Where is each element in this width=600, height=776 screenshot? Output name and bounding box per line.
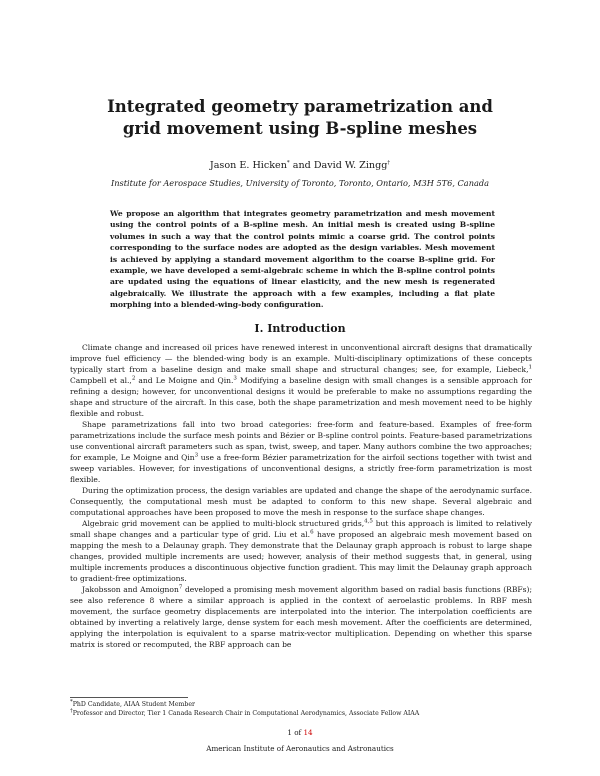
- page-number-label: 1 of: [287, 728, 304, 737]
- footnote-text: PhD Candidate, AIAA Student Member: [72, 701, 195, 708]
- paragraph: During the optimization process, the design variables are updated and change the shape of the aerodynamic surface. Consequently, the computational mesh must be adapted to conform to this new shape. Several algebraic and computational approaches have been proposed to move the mesh in response to the surface shape changes.: [70, 486, 532, 517]
- author-name: Jason E. Hicken: [209, 160, 287, 171]
- text-run: but this approach is limited to relatively small shape changes and a particular type of grid. Liu et al.: [70, 519, 532, 539]
- journal-footer: American Institute of Aeronautics and Astronautics: [206, 744, 394, 753]
- footnote-text: Professor and Director, Tier 1 Canada Research Chair in Computational Aerodynamics, Associate Fellow AIAA: [72, 710, 420, 717]
- citation: 3: [233, 375, 237, 382]
- citation: 4,5: [364, 518, 373, 525]
- paper-title: [60, 96, 540, 140]
- footnote-mark: *: [70, 698, 73, 705]
- title-line-2: grid movement using B-spline meshes: [122, 119, 478, 138]
- text-run: have proposed an algebraic mesh movement based on mapping the mesh to a Delaunay graph. They demonstrate that the Delaunay graph approach is robust to large shape changes, provided multiple increments are used; however, analysis of their method suggests that, in general, using multiple increments produces a discontinuous objective function gradient. This may limit the Delaunay graph approach to gradient-free optimizations.: [70, 530, 532, 583]
- footnote-mark: †: [387, 159, 391, 166]
- citation: 6: [310, 529, 314, 536]
- author-separator: and: [289, 160, 314, 171]
- text-run: Modifying a baseline design with small changes is a sensible approach for refining a design; however, for unconventional designs it would be preferable to make no assumptions regarding the shape and structure of the aircraft. In this case, both the shape parametrization and mesh movement need to be highly flexible and robust.: [70, 376, 532, 418]
- page-number: [0, 728, 600, 737]
- footnote-mark: *: [286, 159, 290, 166]
- affiliation: Institute for Aerospace Studies, University of Toronto, Toronto, Ontario, M3H 5T6, Canada: [111, 178, 489, 188]
- text-run: use a free-form Bézier parametrization for the airfoil sections together with twist and sweep variables. However, for investigations of unconventional designs, a strictly free-form parametrization is most flexible.: [70, 453, 532, 484]
- text-run: and Le Moigne and Qin.: [135, 376, 234, 385]
- citation: 7: [178, 584, 183, 591]
- footnote: [70, 700, 532, 709]
- text-run: Climate change and increased oil prices have renewed interest in unconventional aircraft designs that dramatically improve fuel efficiency — the blended-wing body is an example. Multi-disciplinary optimizations of these concepts typically start from a baseline design and make small shape and structural changes; see, for example, Liebeck,: [70, 343, 532, 374]
- text-run: Shape parametrizations fall into two broad categories: free-form and feature-based. Examples of free-form parametrizations include the surface mesh points and Bézier or B-spline control points. Feature-based parametrizations use conventional aircraft parameters such as span, twist, sweep, and taper. Many authors combine the two approaches; for example, Le Moigne and Qin: [70, 420, 532, 462]
- body-text: [70, 342, 532, 650]
- text-run: Algebraic grid movement can be applied to multi-block structured grids,: [82, 519, 365, 528]
- citation: 1: [528, 364, 532, 371]
- paragraph: [70, 518, 532, 584]
- author-name: David W. Zingg: [313, 160, 388, 171]
- paragraph: [70, 584, 532, 650]
- footnotes: [70, 700, 532, 718]
- abstract: We propose an algorithm that integrates geometry parametrization and mesh movement using the control points of a B-spline mesh. An initial mesh is created using B-spline volumes in such a way that the control points mimic a coarse grid. The control points corresponding to the surface nodes are adopted as the design variables. Mesh movement is achieved by applying a standard movement algorithm to the coarse B-spline grid. For example, we have developed a semi-algebraic scheme in which the B-spline control points are updated using the equations of linear elasticity, and the new mesh is regenerated algebraically. We illustrate the approach with a few examples, including a flat plate morphing into a blended-wing-body configuration.: [110, 209, 495, 310]
- footnote-divider: [70, 697, 188, 698]
- text-run: Jakobsson and Amoignon: [82, 585, 179, 594]
- section-heading: I. Introduction: [254, 322, 346, 335]
- text-run: Campbell et al.,: [70, 376, 132, 385]
- page-total-link[interactable]: 14: [303, 728, 313, 737]
- footnote: [70, 709, 532, 718]
- paragraph: [70, 342, 532, 419]
- footnote-mark: †: [70, 707, 73, 714]
- paragraph: [70, 419, 532, 485]
- title-line-1: Integrated geometry parametrization and: [107, 97, 493, 116]
- citation: 3: [194, 452, 199, 459]
- text-run: developed a promising mesh movement algorithm based on radial basis functions (RBFs); see also reference 8 where a similar approach is applied in the context of aeroelastic problems. In RBF mesh movement, the surface geometry displacements are interpolated into the interior. The interpolation coefficients are obtained by inverting a relatively large, dense system for each mesh movement. After the coefficients are determined, applying the interpolation is equivalent to a sparse matrix-vector multiplication. Depending on whether this sparse matrix is stored or recomputed, the RBF approach can be: [70, 585, 532, 649]
- author-list: [60, 160, 540, 171]
- citation: 2: [131, 375, 136, 382]
